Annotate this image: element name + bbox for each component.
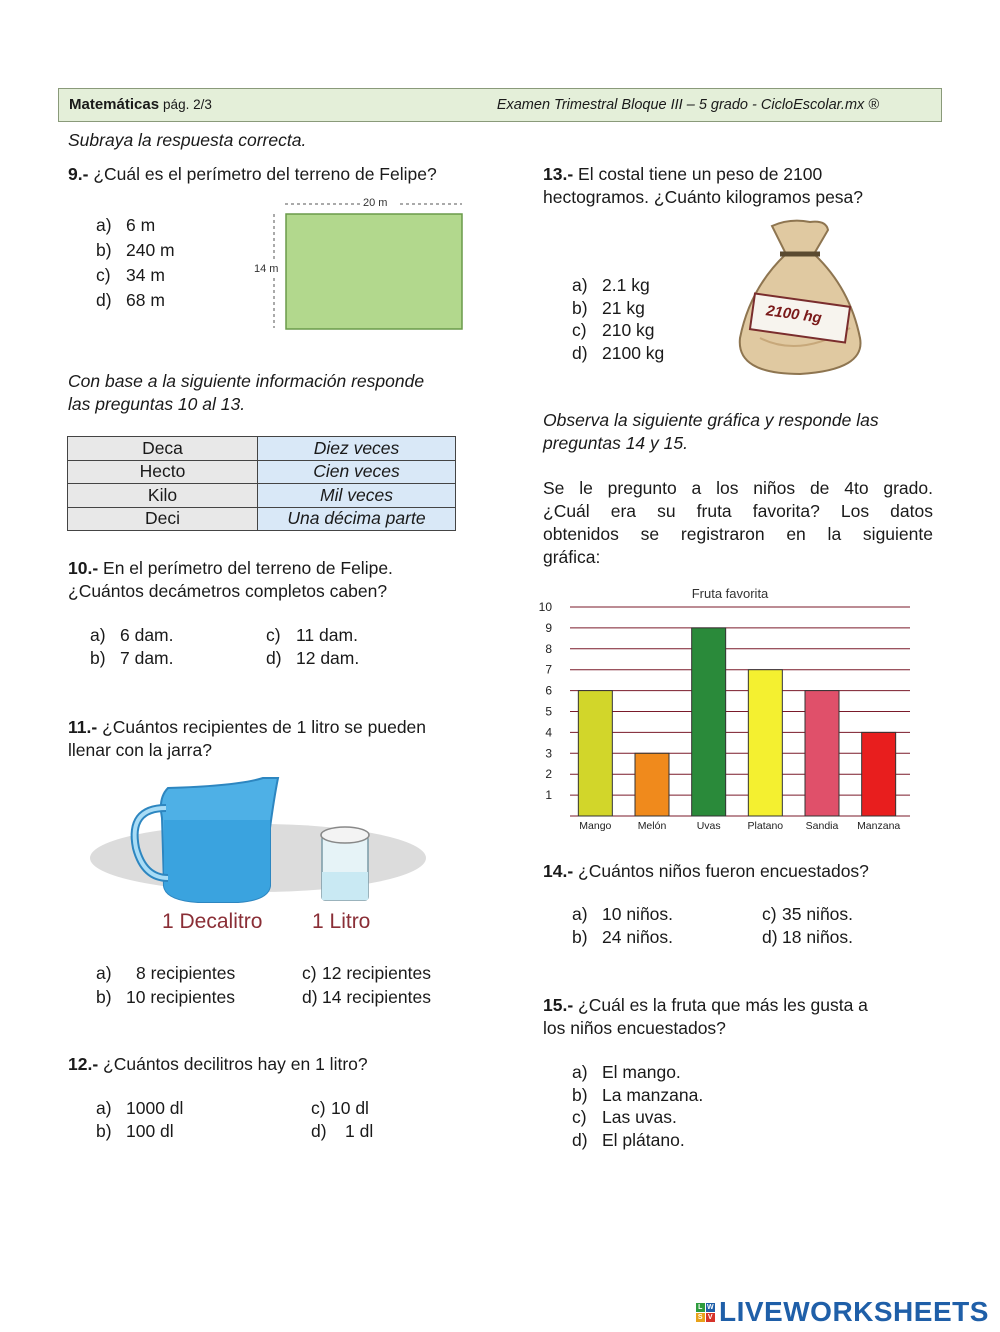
bar-uvas <box>692 628 726 816</box>
y-tick-label: 9 <box>545 620 552 635</box>
question-9-options <box>96 213 175 313</box>
chart-title: Fruta favorita <box>691 586 769 601</box>
page-number: pág. 2/3 <box>163 97 212 112</box>
sack-icon <box>730 218 870 380</box>
question-13: 13.- El costal tiene un peso de 2100 hectogramos. ¿Cuánto kilogramos pesa? <box>543 164 864 207</box>
option-d[interactable]: d) 12 dam. <box>266 648 360 668</box>
option-b[interactable]: b) 24 niños. <box>572 927 674 947</box>
question-12-options-right <box>311 1097 373 1143</box>
question-10-options-left <box>90 624 174 670</box>
y-axis <box>539 600 553 802</box>
bar-sandia <box>805 691 839 816</box>
subject-title: Matemáticas pág. 2/3 <box>69 96 212 113</box>
table-row: Deci Una décima parte <box>68 507 456 531</box>
option-d[interactable]: d) 1 dl <box>311 1121 374 1141</box>
option-d[interactable]: d) 14 recipientes <box>302 987 431 1007</box>
y-tick-label: 7 <box>545 662 552 677</box>
question-9: 9.- ¿Cuál es el perímetro del terreno de Felipe? <box>68 164 437 184</box>
option-c[interactable]: c) 11 dam. <box>266 625 358 645</box>
terrain-rectangle <box>286 214 462 329</box>
option-a[interactable]: a) 6 m <box>96 215 156 235</box>
option-b[interactable]: b) 10 recipientes <box>96 987 235 1007</box>
terrain-diagram <box>250 192 470 337</box>
glass-label: 1 Litro <box>312 910 371 933</box>
liveworksheets-logo[interactable] <box>696 1296 989 1328</box>
option-c[interactable]: c) Las uvas. <box>572 1107 677 1127</box>
question-14-options-left <box>572 903 673 949</box>
y-tick-label: 6 <box>545 683 552 698</box>
bar-platano <box>748 670 782 816</box>
question-14-options-right <box>762 903 853 949</box>
intro-14-15: Observa la siguiente gráfica y responde las preguntas 14 y 15. <box>543 410 879 453</box>
units-table <box>67 436 456 531</box>
instruction: Subraya la respuesta correcta. <box>68 130 307 150</box>
glass-icon <box>321 827 369 900</box>
option-c[interactable]: c) 12 recipientes <box>302 963 431 983</box>
liveworksheets-icon: L W S V <box>697 1303 715 1321</box>
table-row: Deca Diez veces <box>68 437 456 461</box>
pitcher-and-glass <box>88 768 428 918</box>
option-a[interactable]: a) 8 recipientes <box>96 963 236 983</box>
option-d[interactable]: d) 68 m <box>96 290 165 310</box>
question-15: 15.- ¿Cuál es la fruta que más les gusta a los niños encuestados? <box>543 995 868 1038</box>
y-tick-label: 3 <box>545 746 552 761</box>
x-tick-label: Uvas <box>696 820 721 832</box>
width-label: 20 m <box>363 197 388 209</box>
question-11-options-left <box>96 961 235 1009</box>
option-a[interactable]: a) 10 niños. <box>572 904 674 924</box>
question-10: 10.- En el perímetro del terreno de Felipe. ¿Cuántos decámetros completos caben? <box>68 558 393 601</box>
x-tick-label: Platano <box>747 820 784 832</box>
x-tick-label: Melón <box>637 820 667 832</box>
table-row: Hecto Cien veces <box>68 460 456 484</box>
brand-name: LIVEWORKSHEETS <box>719 1296 989 1327</box>
x-tick-label: Sandia <box>805 820 839 832</box>
y-tick-label: 10 <box>538 600 552 614</box>
question-14: 14.- ¿Cuántos niños fueron encuestados? <box>543 861 869 881</box>
y-tick-label: 5 <box>545 704 552 719</box>
fruit-chart <box>530 578 920 838</box>
option-c[interactable]: c) 34 m <box>96 265 165 285</box>
bar-mango <box>578 691 612 816</box>
y-tick-label: 2 <box>545 767 552 782</box>
question-12: 12.- ¿Cuántos decilitros hay en 1 litro? <box>68 1054 368 1074</box>
exam-title: Examen Trimestral Bloque III – 5 grado - CicloEscolar.mx ® <box>496 97 879 113</box>
question-13-options <box>572 274 664 364</box>
option-b[interactable]: b) 100 dl <box>96 1121 174 1141</box>
option-a[interactable]: a) 2.1 kg <box>572 275 650 295</box>
x-tick-label: Mango <box>579 820 612 832</box>
question-15-options <box>572 1061 703 1151</box>
y-tick-label: 4 <box>545 725 552 740</box>
intro-10-13: Con base a la siguiente información responde las preguntas 10 al 13. <box>68 371 425 414</box>
table-row: Kilo Mil veces <box>68 484 456 508</box>
y-tick-label: 8 <box>545 641 552 656</box>
option-b[interactable]: b) La manzana. <box>572 1084 704 1105</box>
pitcher-label: 1 Decalitro <box>162 910 263 933</box>
option-c[interactable]: c) 210 kg <box>572 320 655 340</box>
survey-text: Se le pregunto a los niños de 4to grado. ¿Cuál era su fruta favorita? Los datos obtenidos se registraron en la siguiente gráfica: <box>543 478 933 567</box>
option-a[interactable]: a) 1000 dl <box>96 1098 184 1118</box>
x-tick-label: Manzana <box>857 820 901 832</box>
option-c[interactable]: c) 10 dl <box>311 1098 369 1118</box>
option-a[interactable]: a) 6 dam. <box>90 625 174 645</box>
y-tick-label: 1 <box>545 788 552 803</box>
question-11: 11.- ¿Cuántos recipientes de 1 litro se pueden llenar con la jarra? <box>68 717 427 760</box>
option-d[interactable]: d) 18 niños. <box>762 927 854 947</box>
height-label: 14 m <box>254 263 279 275</box>
question-12-options-left <box>96 1097 183 1143</box>
option-b[interactable]: b) 7 dam. <box>90 648 174 668</box>
option-c[interactable]: c) 35 niños. <box>762 904 854 924</box>
option-b[interactable]: b) 21 kg <box>572 297 645 318</box>
option-d[interactable]: d) 2100 kg <box>572 342 665 363</box>
option-d[interactable]: d) El plátano. <box>572 1129 685 1150</box>
question-10-options-right <box>266 624 359 670</box>
page-header <box>58 88 942 122</box>
option-b[interactable]: b) 240 m <box>96 240 175 260</box>
bar-melón <box>635 753 669 816</box>
sack-label: 2100 hg <box>765 302 823 327</box>
bars <box>578 628 895 816</box>
question-11-options-right <box>302 961 431 1009</box>
gridlines <box>570 607 910 816</box>
x-axis <box>579 820 900 832</box>
option-a[interactable]: a) El mango. <box>572 1062 681 1082</box>
bar-manzana <box>862 732 896 816</box>
